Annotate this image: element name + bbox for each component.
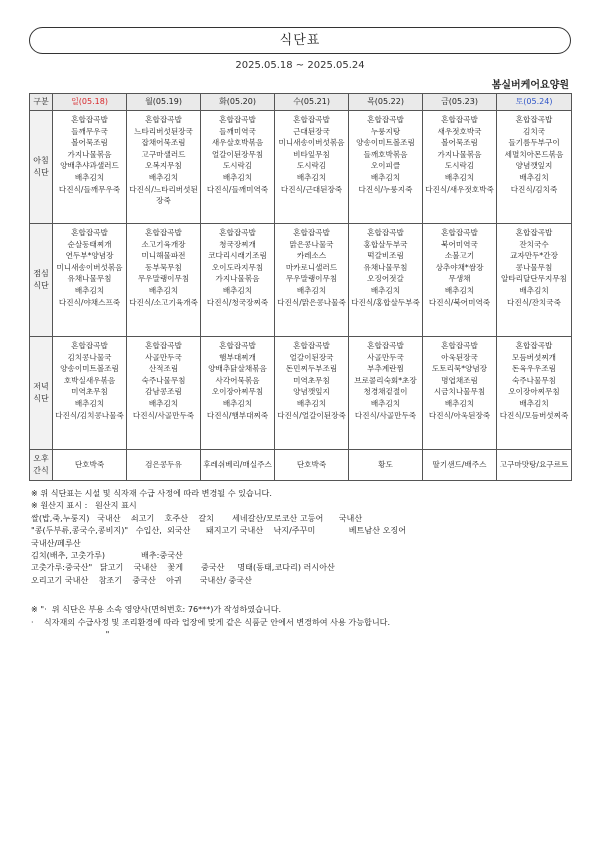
menu-cell: 혼합잡곡밥 근대된장국 미니새송이버섯볶음 비타잎무침 도시락김 배추김치 다진식/근대된장죽 xyxy=(275,111,349,224)
note-line: 김치(배추, 고춧가루) 배추:중국산 xyxy=(31,550,183,561)
menu-cell: 고구마맛탕/요구르트 xyxy=(497,450,572,481)
menu-cell: 혼합잡곡밥 청국장찌개 코다리시래기조림 오이도라지무침 가지나물볶음 배추김치 다진식/청국장찌죽 xyxy=(201,224,275,337)
menu-cell: 혼합잡곡밥 얼갈이된장국 돈민찌두부조림 미역초무침 양념깻잎지 배추김치 다진식/얼갈이된장죽 xyxy=(275,337,349,450)
note-line: 오리고기 국내산 참조기 중국산 아귀 국내산/ 중국산 xyxy=(31,574,252,585)
meal-row xyxy=(30,111,572,224)
menu-cell: 혼합잡곡밥 사골만두국 부추계란찜 브로콜리숙회*초장 청경채겉절이 배추김치 다진식/사골만두죽 xyxy=(349,337,423,450)
note-line: · 식자재의 수급사정 및 조리환경에 따라 업장에 맞게 같은 식품군 안에서 변경하여 사용 가능합니다. xyxy=(31,616,391,627)
menu-cell: 혼합잡곡밥 햄부대찌개 양배추닭살채볶음 사각어묵볶음 오이장아찌무침 배추김치 다진식/햄부대찌죽 xyxy=(201,337,275,450)
menu-cell: 후레쉬베리/매실주스 xyxy=(201,450,275,481)
header-row xyxy=(30,94,572,111)
menu-cell: 혼합잡곡밥 북어미역국 소불고기 상추야채*쌈장 무생채 배추김치 다진식/북어미역죽 xyxy=(423,224,497,337)
notes-section xyxy=(31,487,576,640)
note-line: ※ "· 위 식단은 부용 소속 영양사(면허번호: 76***)가 작성하였습니다. xyxy=(31,604,282,615)
meal-row-label: 점심 식단 xyxy=(30,224,53,337)
menu-cell: 단호박죽 xyxy=(275,450,349,481)
note-line: "콩(두부류,콩국수,콩비지)" 수입산, 외국산 돼지고기 국내산 낙지/주꾸미 베트남산 오징어 xyxy=(31,525,407,536)
meal-row-label: 저녁 식단 xyxy=(30,337,53,450)
meal-row-label: 아침 식단 xyxy=(30,111,53,224)
menu-cell: 혼합잡곡밥 홍합살두부국 떡갈비조림 유채나물무침 오징어젓갈 배추김치 다진식/홍합살두부죽 xyxy=(349,224,423,337)
menu-cell: 혼합잡곡밥 순살동태찌개 연두부*양념장 미니새송이버섯볶음 유채나물무침 배추김치 다진식/야채스프죽 xyxy=(53,224,127,337)
note-line: 국내산/페루산 xyxy=(31,537,81,548)
note-line: ※ 위 식단표는 시설 및 식자재 수급 사정에 따라 변경될 수 있습니다. xyxy=(31,488,272,498)
date-range: 2025.05.18 ~ 2025.05.24 xyxy=(235,60,365,71)
note-line: " xyxy=(31,629,110,640)
day-header: 목(05.22) xyxy=(349,94,423,111)
menu-cell: 황도 xyxy=(349,450,423,481)
header-label: 구분 xyxy=(30,94,53,111)
note-line xyxy=(31,586,576,603)
meal-row-label: 오후 간식 xyxy=(30,450,53,481)
menu-cell: 혼합잡곡밥 느타리버섯된장국 잡채어묵조림 고구마샐러드 오복지무침 배추김치 다진식/느타리버섯된장죽 xyxy=(127,111,201,224)
menu-table xyxy=(29,93,572,481)
note-line: 고춧가루:중국산" 닭고기 국내산 꽃게 중국산 명태(동태,코다리) 러시아산 xyxy=(31,562,335,573)
menu-cell: 혼합잡곡밥 소고기육개장 미니해물파전 동부묵무침 무우말랭이무침 배추김치 다진식/소고기육개죽 xyxy=(127,224,201,337)
day-header: 월(05.19) xyxy=(127,94,201,111)
menu-cell: 혼합잡곡밥 맑은콩나물국 카레소스 마카로니샐러드 무우말랭이무침 배추김치 다진식/맑은콩나물죽 xyxy=(275,224,349,337)
note-line: 쌀(밥,죽,누룽지) 국내산 쇠고기 호주산 갈치 세네갈산/모로코산 고등어 국내산 xyxy=(31,512,363,523)
day-header: 수(05.21) xyxy=(275,94,349,111)
meal-row xyxy=(30,224,572,337)
facility-name: 봄실버케어요양원 xyxy=(491,80,569,91)
menu-cell: 혼합잡곡밥 들깨무우국 볼어묵조림 가지나물볶음 양배추샤과샐러드 배추김치 다진식/들깨무우죽 xyxy=(53,111,127,224)
meal-row xyxy=(30,450,572,481)
menu-cell: 혼합잡곡밥 사골만두국 산적조림 숙주나물무침 감남콩조림 배추김치 다진식/사골만두죽 xyxy=(127,337,201,450)
day-header: 토(05.24) xyxy=(497,94,572,111)
menu-cell: 혼합잡곡밥 잔치국수 교자만두*간장 콩나물무침 알타리달단무지무침 배추김치 다진식/잔치국죽 xyxy=(497,224,572,337)
menu-cell: 혼합잡곡밥 누룽지탕 양송이미트볼조림 들깨호박볶음 오이피클 배추김치 다진식/누룽지죽 xyxy=(349,111,423,224)
meal-row xyxy=(30,337,572,450)
menu-cell: 딸기샌드/배주스 xyxy=(423,450,497,481)
menu-cell: 단호박죽 xyxy=(53,450,127,481)
day-header: 일(05.18) xyxy=(53,94,127,111)
menu-cell: 혼합잡곡밥 김치국 들기름두부구이 세멸치아몬드볶음 양념깻잎지 배추김치 다진식/김치죽 xyxy=(497,111,572,224)
day-header: 금(05.23) xyxy=(423,94,497,111)
day-header: 화(05.20) xyxy=(201,94,275,111)
note-line: ※ 원산지 표시 : 원산지 표시 xyxy=(31,500,137,511)
menu-cell: 혼합잡곡밥 들깨미역국 새우살호박볶음 얼갈이된장무침 도시락김 배추김치 다진식/들깨미역죽 xyxy=(201,111,275,224)
menu-cell: 혼합잡곡밥 새우젓호박국 볼어묵조림 가지나물볶음 도시락김 배추김치 다진식/새우젓호박죽 xyxy=(423,111,497,224)
page-title: 식단표 xyxy=(29,27,571,54)
menu-cell: 혼합잡곡밥 아욱된장국 도토리묵*양념장 명엽채조림 시금치나물무침 배추김치 다진식/아욱된장죽 xyxy=(423,337,497,450)
menu-cell: 혼합잡곡밥 모듬버섯찌개 돈육우우조림 숙주나물무침 오이장아찌무침 배추김치 다진식/모듬버섯찌죽 xyxy=(497,337,572,450)
menu-cell: 혼합잡곡밥 김치콩나물국 양송이미트볼조림 호박실새우볶음 미역초무침 배추김치 다진식/김치콩나물죽 xyxy=(53,337,127,450)
menu-cell: 검은콩두유 xyxy=(127,450,201,481)
